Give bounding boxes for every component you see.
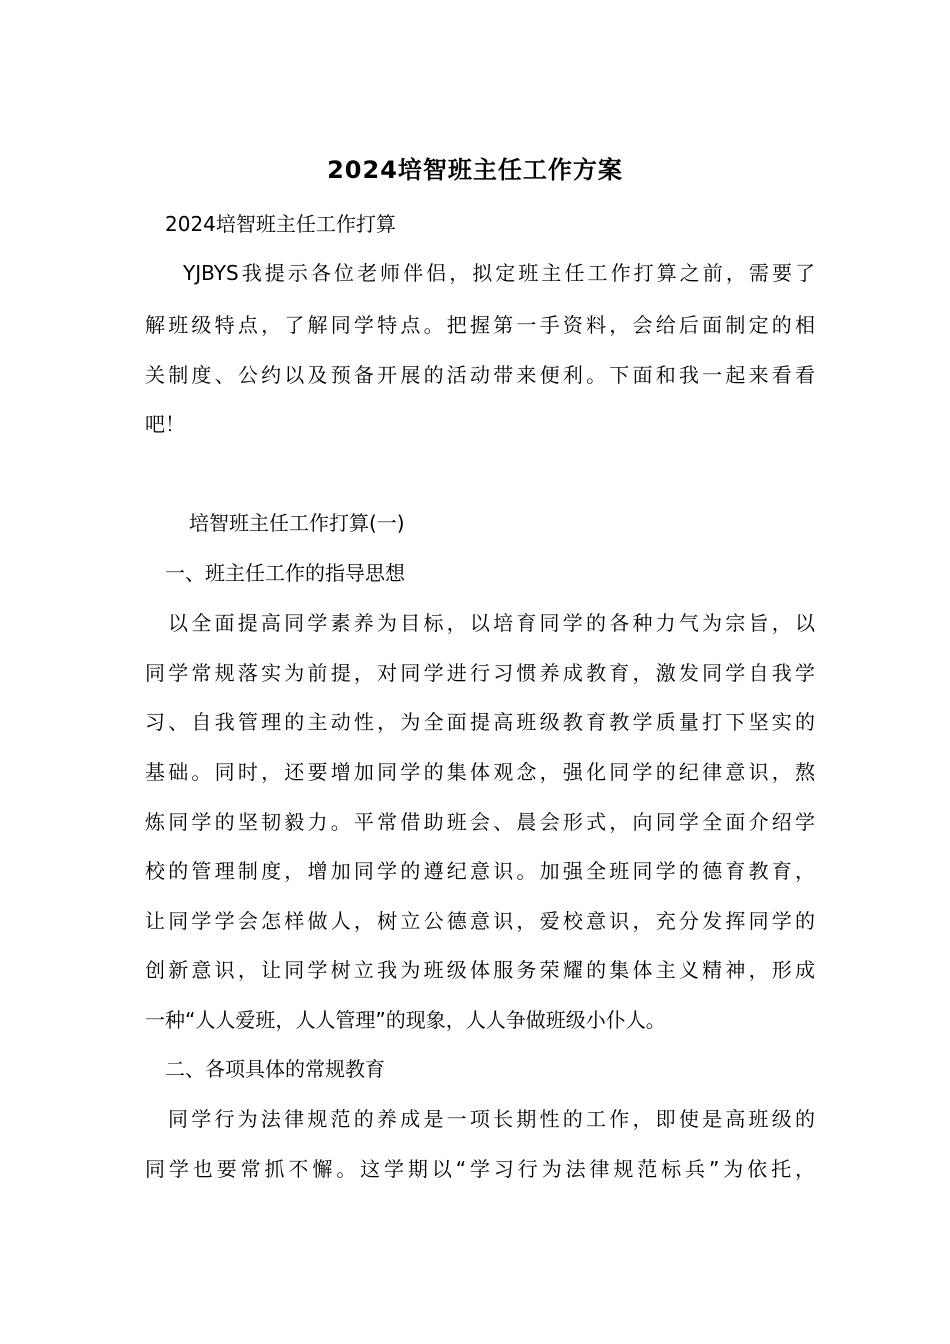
intro-line-4: 吧！ [145,412,185,436]
intro-line-1: YJBYS我提示各位老师伴侣，拟定班主任工作打算之前，需要了 [183,261,815,285]
section-heading: 培智班主任工作打算(一) [189,511,405,535]
part1-line-3: 习、自我管理的主动性，为全面提高班级教育教学质量打下坚实的 [145,710,815,734]
part1-line-1: 以全面提高同学素养为目标，以培育同学的各种力气为宗旨，以 [168,611,815,635]
part1-line-2: 同学常规落实为前提，对同学进行习惯养成教育，激发同学自我学 [145,661,815,685]
part2-line-1: 同学行为法律规范的养成是一项长期性的工作，即使是高班级的 [168,1107,815,1131]
part1-line-6: 校的管理制度，增加同学的遵纪意识。加强全班同学的德育教育， [145,859,815,883]
document-title: 2024培智班主任工作方案 [327,156,623,184]
part1-heading: 一、班主任工作的指导思想 [165,561,405,585]
document-subtitle: 2024培智班主任工作打算 [165,212,396,236]
part1-line-9: 一种“人人爱班，人人管理”的现象，人人争做班级小仆人。 [145,1008,666,1032]
part1-line-8: 创新意识，让同学树立我为班级体服务荣耀的集体主义精神，形成 [145,958,815,982]
part1-line-4: 基础。同时，还要增加同学的集体观念，强化同学的纪律意识，熬 [145,760,815,784]
part1-line-5: 炼同学的坚韧毅力。平常借助班会、晨会形式，向同学全面介绍学 [145,810,815,834]
part2-line-2: 同学也要常抓不懈。这学期以“学习行为法律规范标兵”为依托， [145,1157,815,1181]
part1-line-7: 让同学学会怎样做人，树立公德意识，爱校意识，充分发挥同学的 [145,909,815,933]
intro-line-2: 解班级特点，了解同学特点。把握第一手资料，会给后面制定的相 [145,313,815,337]
part2-heading: 二、各项具体的常规教育 [165,1057,385,1081]
intro-line-3: 关制度、公约以及预备开展的活动带来便利。下面和我一起来看看 [145,363,815,387]
